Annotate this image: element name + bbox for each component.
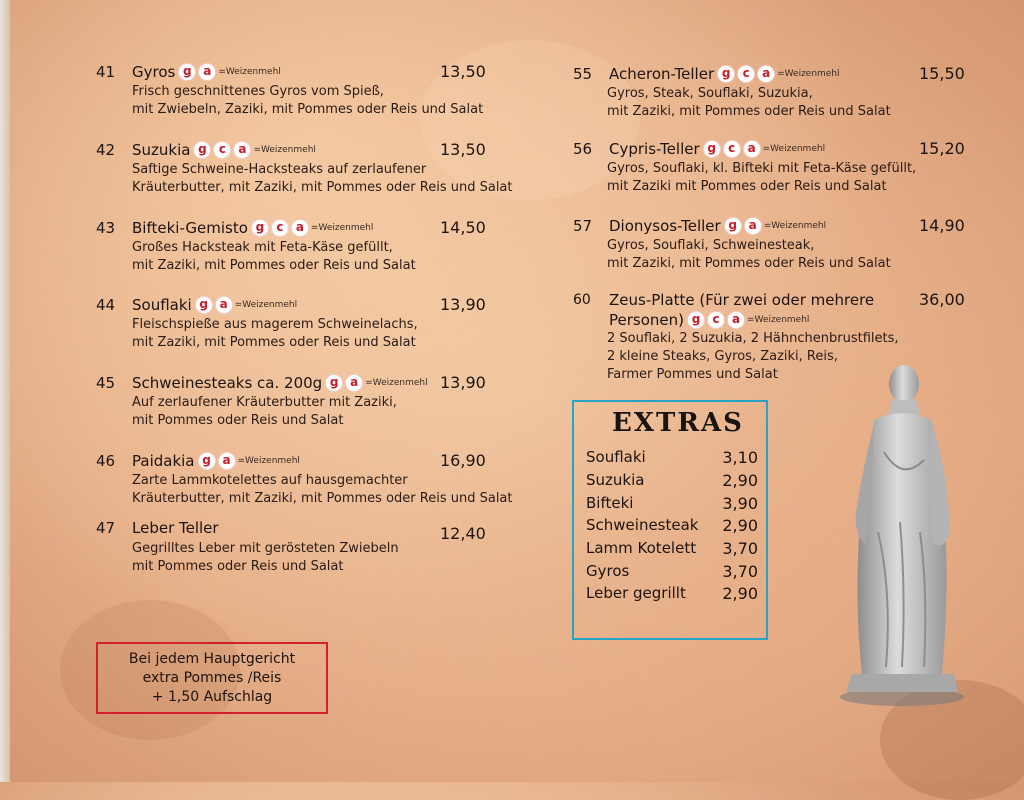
allergen-badge: a (745, 218, 761, 234)
menu-item (96, 219, 516, 279)
allergen-badge: g (194, 142, 210, 158)
item-name: Acheron-Teller g c a $^{=Weizenmehl}$ (609, 65, 840, 83)
item-description: Großes Hacksteak mit Feta-Käse gefüllt, mit Zaziki, mit Pommes oder Reis und Salat (132, 240, 416, 273)
item-price: 14,50 (440, 218, 486, 237)
item-price: 15,20 (919, 139, 965, 158)
menu-item (96, 452, 516, 512)
item-name-line1: Zeus-Platte (Für zwei oder mehrere (609, 291, 875, 309)
notice-line: extra Pommes /Reis (142, 670, 282, 686)
extras-price: 3,10 (722, 448, 758, 467)
item-price: 12,40 (440, 524, 486, 543)
allergen-badge: a (758, 66, 774, 82)
item-name: Paidakia g a $^{=Weizenmehl}$ (132, 452, 300, 470)
extras-name: Souflaki (586, 448, 646, 466)
item-price: 13,50 (440, 140, 486, 159)
item-description: Frisch geschnittenes Gyros vom Spieß, mit Zwiebeln, Zaziki, mit Pommes oder Reis und Salat (132, 84, 484, 117)
allergen-badge: a (346, 375, 362, 391)
allergen-badge: g (704, 141, 720, 157)
allergen-badge: g (725, 218, 741, 234)
allergen-badge: g (196, 297, 212, 313)
allergen-badge: a (216, 297, 232, 313)
extras-row (586, 448, 758, 466)
allergen-badge: a (728, 312, 744, 328)
item-name-line2: Personen) g c a $^{=Weizenmehl}$ (609, 311, 810, 329)
item-name: Cypris-Teller g c a $^{=Weizenmehl}$ (609, 140, 826, 158)
allergen-badge: g (688, 312, 704, 328)
menu-item (96, 296, 516, 356)
item-name: Souflaki g a $^{=Weizenmehl}$ (132, 296, 298, 314)
allergen-badge: c (738, 66, 754, 82)
extras-name: Schweinesteak (586, 516, 699, 534)
item-number: 42 (96, 141, 116, 159)
menu-item (573, 217, 973, 277)
item-price: 14,90 (919, 216, 965, 235)
item-description: Gyros, Steak, Souflaki, Suzukia, mit Zaziki, mit Pommes oder Reis und Salat (607, 86, 891, 119)
allergen-badge: g (199, 453, 215, 469)
item-number: 55 (573, 65, 593, 83)
allergen-badge: g (326, 375, 342, 391)
item-description: Auf zerlaufener Kräuterbutter mit Zaziki, mit Pommes oder Reis und Salat (132, 395, 397, 428)
item-number: 43 (96, 219, 116, 237)
extras-name: Gyros (586, 562, 630, 580)
item-description: Saftige Schweine-Hacksteaks auf zerlaufener Kräuterbutter, mit Zaziki, mit Pommes oder Reis und Salat (132, 162, 513, 195)
menu-item (96, 141, 516, 201)
extras-row (586, 584, 758, 602)
allergen-badge: c (708, 312, 724, 328)
item-price: 13,90 (440, 295, 486, 314)
extras-price: 3,70 (722, 562, 758, 581)
menu-item (573, 65, 973, 125)
extras-price: 3,70 (722, 539, 758, 558)
extras-name: Lamm Kotelett (586, 539, 697, 557)
item-name: Suzukia g c a $^{=Weizenmehl}$ (132, 141, 316, 159)
extras-row (586, 494, 758, 512)
greek-statue-illustration (832, 362, 972, 707)
extras-row (586, 516, 758, 534)
allergen-badge: c (214, 142, 230, 158)
allergen-badge: a (219, 453, 235, 469)
menu-item (96, 63, 516, 123)
item-number: 45 (96, 374, 116, 392)
allergen-badge: g (252, 220, 268, 236)
item-price: 16,90 (440, 451, 486, 470)
extras-price: 2,90 (722, 584, 758, 603)
extras-box (572, 400, 768, 640)
allergen-badge: a (744, 141, 760, 157)
item-name: Schweinesteaks ca. 200g g a $^{=Weizenmehl}$ (132, 374, 428, 392)
menu-item (96, 519, 516, 579)
extras-row (586, 562, 758, 580)
item-price: 15,50 (919, 64, 965, 83)
wheat-note: =Weizenmehl (747, 315, 810, 325)
item-price: 36,00 (919, 290, 965, 309)
item-name: Leber Teller (132, 519, 219, 537)
item-number: 46 (96, 452, 116, 470)
allergen-badge: c (272, 220, 288, 236)
allergen-badge: g (718, 66, 734, 82)
extras-row (586, 471, 758, 489)
allergen-badge: a (292, 220, 308, 236)
extras-title: EXTRAS (612, 408, 744, 438)
extras-price: 3,90 (722, 494, 758, 513)
item-number: 47 (96, 519, 116, 537)
item-number: 60 (573, 292, 591, 308)
wheat-note: =Weizenmehl (777, 69, 840, 79)
extras-name: Suzukia (586, 471, 645, 489)
extras-name: Leber gegrillt (586, 584, 686, 602)
item-name: Dionysos-Teller g a $^{=Weizenmehl}$ (609, 217, 827, 235)
side-dish-notice (96, 642, 328, 714)
item-number: 41 (96, 63, 116, 81)
item-number: 57 (573, 217, 593, 235)
wheat-note: =Weizenmehl (310, 223, 374, 233)
item-description: Fleischspieße aus magerem Schweinelachs, mit Zaziki, mit Pommes oder Reis und Salat (132, 317, 418, 350)
wheat-note: =Weizenmehl (762, 144, 826, 154)
item-description: Gyros, Souflaki, Schweinesteak, mit Zaziki, mit Pommes oder Reis und Salat (607, 238, 891, 271)
extras-price: 2,90 (722, 516, 758, 535)
allergen-badge: c (724, 141, 740, 157)
item-number: 56 (573, 140, 593, 158)
wheat-note: =Weizenmehl (237, 456, 300, 466)
item-description: 2 Souflaki, 2 Suzukia, 2 Hähnchenbrustfilets, 2 kleine Steaks, Gyros, Zaziki, Reis, Farmer Pommes und Salat (607, 331, 899, 382)
wheat-note: =Weizenmehl (218, 67, 281, 77)
item-price: 13,50 (440, 62, 486, 81)
notice-line: Bei jedem Hauptgericht (128, 651, 296, 667)
wheat-note: =Weizenmehl (253, 145, 316, 155)
notice-line: + 1,50 Aufschlag (151, 689, 273, 705)
wheat-note: =Weizenmehl (763, 221, 827, 231)
menu-item (573, 140, 973, 200)
allergen-badge: a (234, 142, 250, 158)
item-description: Zarte Lammkotelettes auf hausgemachter Kräuterbutter, mit Zaziki, mit Pommes oder Reis und Salat (132, 473, 513, 506)
wheat-note: =Weizenmehl (365, 378, 428, 388)
item-number: 44 (96, 296, 116, 314)
item-price: 13,90 (440, 373, 486, 392)
extras-price: 2,90 (722, 471, 758, 490)
item-description: Gegrilltes Leber mit gerösteten Zwiebeln mit Pommes oder Reis und Salat (132, 541, 399, 574)
wheat-note: =Weizenmehl (234, 300, 298, 310)
item-name: Gyros g a $^{=Weizenmehl}$ (132, 63, 281, 81)
item-name: Bifteki-Gemisto g c a $^{=Weizenmehl}$ (132, 219, 374, 237)
page-edge (0, 0, 10, 782)
allergen-badge: g (179, 64, 195, 80)
allergen-badge: a (199, 64, 215, 80)
item-description: Gyros, Souflaki, kl. Bifteki mit Feta-Käse gefüllt, mit Zaziki mit Pommes oder Reis und Salat (607, 161, 917, 194)
extras-row (586, 539, 758, 557)
extras-name: Bifteki (586, 494, 634, 512)
menu-item (96, 374, 516, 434)
